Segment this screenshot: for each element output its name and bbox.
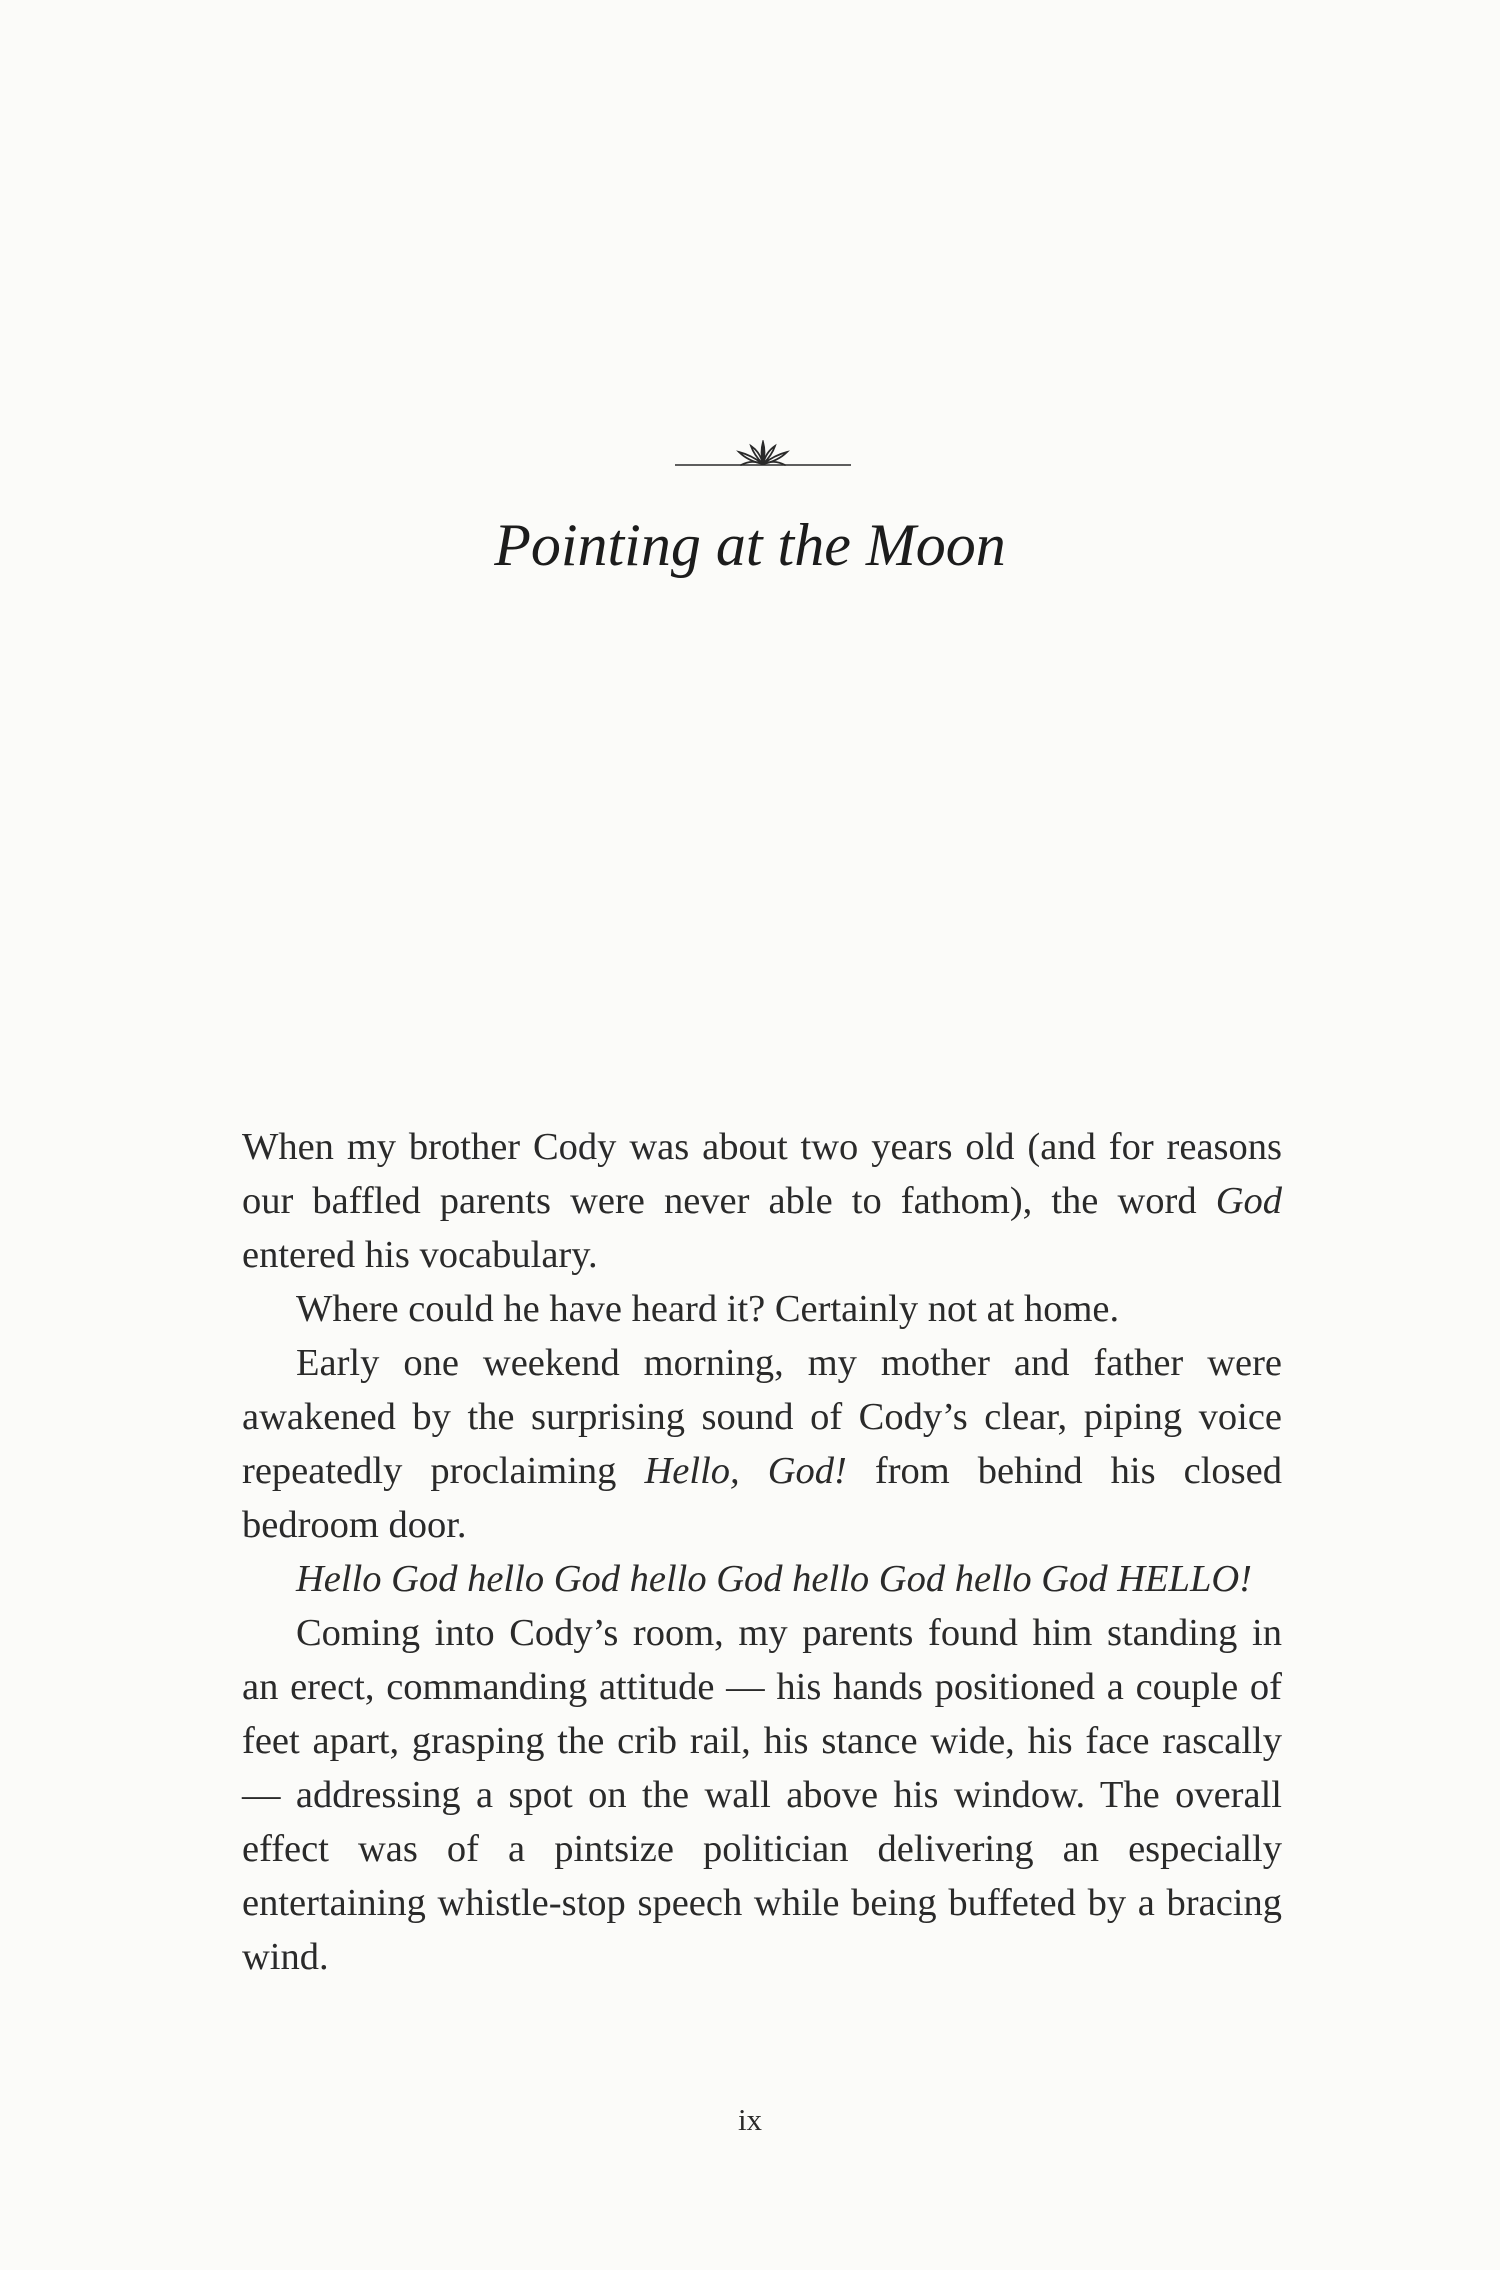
body-text xyxy=(242,1120,1282,1984)
text-run: from behind his closed bedroom door. xyxy=(242,1450,1282,1546)
paragraph xyxy=(242,1336,1282,1552)
paragraph xyxy=(242,1282,1282,1336)
text-run: Early one weekend morning, my mother and father were awakened by the surprising sound of Cody’s clear, piping voice repeatedly proclaiming xyxy=(242,1342,1282,1492)
text-run: entered his vocabulary. xyxy=(242,1234,598,1276)
text-run-italic: God xyxy=(1215,1180,1282,1222)
chapter-title: Pointing at the Moon xyxy=(494,512,1006,578)
text-run: When my brother Cody was about two years old (and for reasons our baffled parents were never able to fathom), the word xyxy=(242,1126,1282,1222)
page-number: ix xyxy=(737,2102,763,2137)
paragraph xyxy=(242,1120,1282,1282)
paragraph xyxy=(242,1606,1282,1984)
text-run: Coming into Cody’s room, my parents found him standing in an erect, commanding attitude — his hands positioned a couple of feet apart, grasping the crib rail, his stance wide, his face rascally — addressing a spot on the wall above his window. The overall effect was of a pintsize politician delivering an especially entertaining whistle-stop speech while being buffeted by a bracing wind. xyxy=(242,1612,1282,1978)
lotus-ornament-icon xyxy=(675,440,851,470)
text-run-italic: Hello, God! xyxy=(644,1450,847,1492)
paragraph xyxy=(242,1552,1282,1606)
text-run: Where could he have heard it? Certainly not at home. xyxy=(296,1288,1120,1330)
text-run-italic: Hello God hello God hello God hello God hello God HELLO! xyxy=(296,1558,1252,1600)
